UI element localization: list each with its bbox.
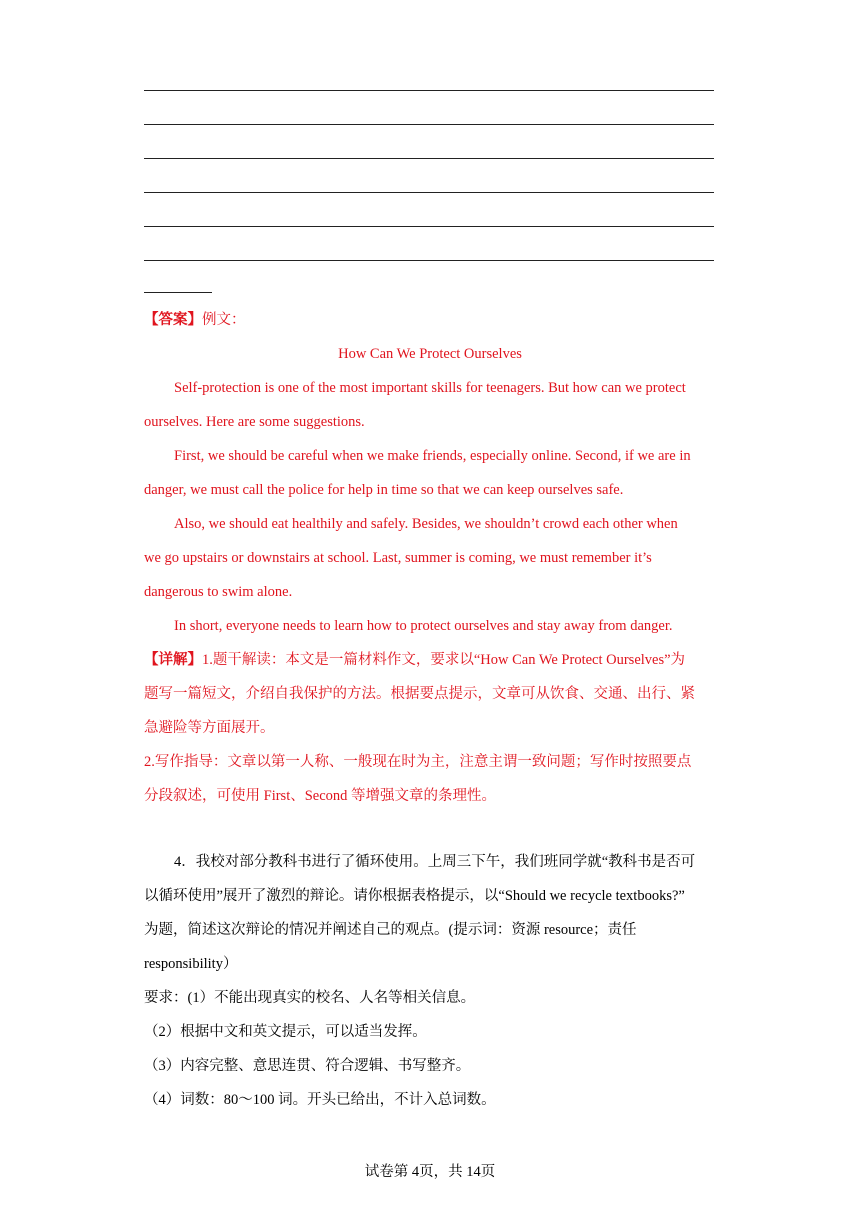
requirement-line: （4）词数：80～100 词。开头已给出，不计入总词数。 bbox=[144, 1092, 496, 1108]
detail-line: 2.写作指导：文章以第一人称、一般现在时为主，注意主谓一致问题；写作时按照要点 bbox=[144, 754, 692, 770]
essay-line: danger, we must call the police for help in time so that we can keep ourselves safe. bbox=[144, 482, 624, 498]
essay-line: Also, we should eat healthily and safely. Besides, we shouldn’t crowd each other when bbox=[174, 516, 678, 532]
page-footer: 试卷第 4页，共 14页 bbox=[364, 1164, 496, 1180]
answer-bracket: 【答案】 bbox=[144, 312, 202, 328]
essay-line: we go upstairs or downstairs at school. Last, summer is coming, we must remember it’s bbox=[144, 550, 652, 566]
detail-line: 题写一篇短文，介绍自我保护的方法。根据要点提示，文章可从饮食、交通、出行、紧 bbox=[144, 686, 695, 702]
detail-bracket: 【详解】 bbox=[144, 652, 202, 668]
question-line: 4．我校对部分教科书进行了循环使用。上周三下午，我们班同学就“教科书是否可 bbox=[174, 854, 696, 870]
requirement-line: 要求：(1）不能出现真实的校名、人名等相关信息。 bbox=[144, 990, 476, 1006]
essay-title: How Can We Protect Ourselves bbox=[338, 346, 522, 362]
answer-heading-text: 例文： bbox=[202, 312, 246, 328]
writing-line bbox=[144, 260, 714, 261]
writing-line bbox=[144, 226, 714, 227]
answer-heading bbox=[144, 310, 716, 330]
question-line: 以循环使用”展开了激烈的辩论。请你根据表格提示，以“Should we recycle textbooks?” bbox=[144, 888, 685, 904]
question-line: 为题，简述这次辩论的情况并阐述自己的观点。(提示词：资源 resource；责任 bbox=[144, 922, 637, 938]
writing-line bbox=[144, 124, 714, 125]
essay-line: First, we should be careful when we make friends, especially online. Second, if we are in bbox=[174, 448, 691, 464]
detail-text: 1.题干解读：本文是一篇材料作文，要求以“How Can We Protect Ourselves”为 bbox=[202, 652, 686, 668]
writing-line-short bbox=[144, 292, 212, 293]
question-line: responsibility） bbox=[144, 956, 238, 972]
detail-line: 分段叙述，可使用 First、Second 等增强文章的条理性。 bbox=[144, 788, 497, 804]
essay-line: ourselves. Here are some suggestions. bbox=[144, 414, 365, 430]
essay-line: dangerous to swim alone. bbox=[144, 584, 293, 600]
essay-line: Self-protection is one of the most important skills for teenagers. But how can we protect bbox=[174, 380, 686, 396]
requirement-line: （3）内容完整、意思连贯、符合逻辑、书写整齐。 bbox=[144, 1058, 471, 1074]
writing-line bbox=[144, 158, 714, 159]
writing-line bbox=[144, 90, 714, 91]
writing-line bbox=[144, 192, 714, 193]
detail-line bbox=[144, 650, 716, 670]
detail-line: 急避险等方面展开。 bbox=[144, 720, 275, 736]
requirement-line: （2）根据中文和英文提示，可以适当发挥。 bbox=[144, 1024, 427, 1040]
essay-line: In short, everyone needs to learn how to protect ourselves and stay away from danger. bbox=[174, 618, 673, 634]
